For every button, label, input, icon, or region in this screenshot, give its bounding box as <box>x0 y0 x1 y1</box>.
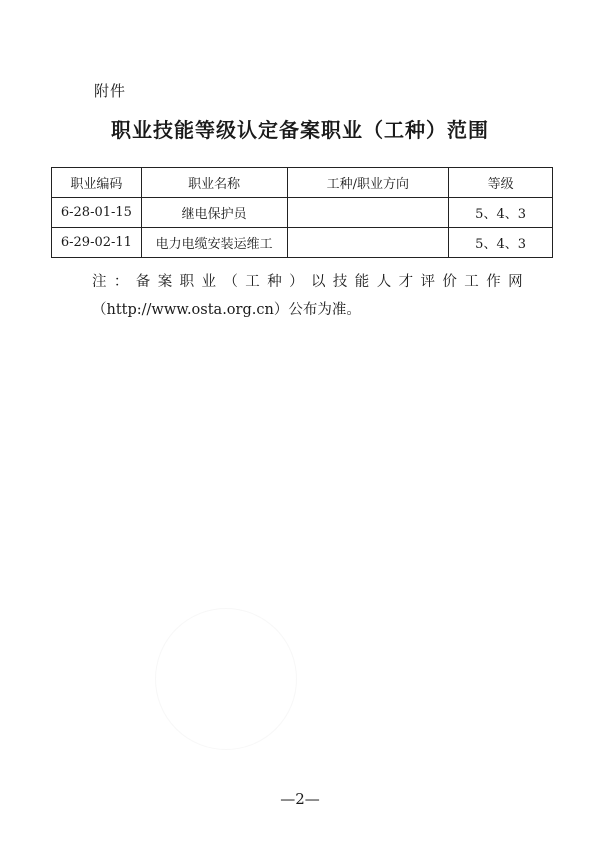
note-line-2: （http://www.osta.org.cn）公布为准。 <box>92 302 361 318</box>
table-header-row <box>52 168 553 198</box>
cell-level: 5、4、3 <box>449 198 553 228</box>
cell-level: 5、4、3 <box>449 228 553 258</box>
table-row <box>52 228 553 258</box>
table-row <box>52 198 553 228</box>
header-level: 等级 <box>449 168 553 198</box>
cell-code: 6-28-01-15 <box>52 198 142 228</box>
page-number: —2— <box>280 790 320 808</box>
header-code: 职业编码 <box>52 168 142 198</box>
header-direction: 工种/职业方向 <box>287 168 449 198</box>
note-line-1: 注：备案职业（工种）以技能人才评价工作网 <box>92 274 530 290</box>
cell-code: 6-29-02-11 <box>52 228 142 258</box>
occupation-scope-table <box>51 167 553 258</box>
cell-direction <box>287 198 449 228</box>
cell-name: 继电保护员 <box>141 198 287 228</box>
faint-seal-mark <box>155 608 297 750</box>
cell-name: 电力电缆安装运维工 <box>141 228 287 258</box>
document-title: 职业技能等级认定备案职业（工种）范围 <box>111 118 489 142</box>
attachment-label: 附件 <box>94 82 127 100</box>
header-name: 职业名称 <box>141 168 287 198</box>
cell-direction <box>287 228 449 258</box>
